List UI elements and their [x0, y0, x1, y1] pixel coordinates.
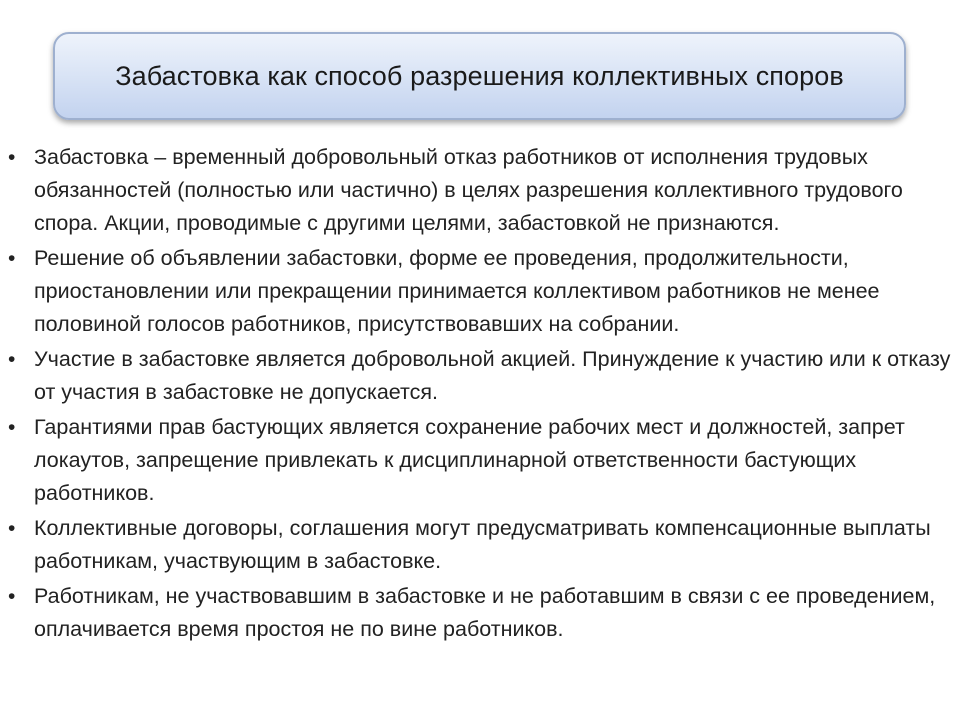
bullet-text: Участие в забастовке является добровольной акцией. Принуждение к участию или к отказу от участия в забастовке не допускается.	[34, 347, 951, 404]
bullet-item	[8, 580, 953, 646]
bullet-text: Работникам, не участвовавшим в забастовке и не работавшим в связи с ее проведением, оплачивается время простоя не по вине работников.	[34, 584, 936, 641]
bullet-text: Коллективные договоры, соглашения могут предусматривать компенсационные выплаты работникам, участвующим в забастовке.	[34, 516, 931, 573]
bullet-marker: •	[8, 348, 16, 371]
bullet-item	[8, 512, 953, 578]
bullet-text: Забастовка – временный добровольный отказ работников от исполнения трудовых обязанностей (полностью или частично) в целях разрешения коллективного трудового спора. Акции, проводимые с другими целями, забастовкой не признаются.	[34, 145, 903, 235]
bullet-item	[8, 141, 953, 240]
bullet-marker: •	[8, 416, 16, 439]
slide-title: Забастовка как способ разрешения коллективных споров	[115, 60, 844, 91]
bullet-marker: •	[8, 585, 16, 608]
bullet-text: Гарантиями прав бастующих является сохранение рабочих мест и должностей, запрет локаутов, запрещение привлекать к дисциплинарной ответственности бастующих работников.	[34, 415, 905, 505]
bullet-item	[8, 343, 953, 409]
bullet-marker: •	[8, 146, 16, 169]
bullet-marker: •	[8, 247, 16, 270]
bullet-marker: •	[8, 517, 16, 540]
title-box	[53, 32, 906, 120]
bullet-list	[8, 141, 953, 648]
bullet-item	[8, 411, 953, 510]
bullet-item	[8, 242, 953, 341]
bullet-text: Решение об объявлении забастовки, форме ее проведения, продолжительности, приостановлении или прекращении принимается коллективом работников не менее половиной голосов работников, присутствовавших на собрании.	[34, 246, 880, 336]
